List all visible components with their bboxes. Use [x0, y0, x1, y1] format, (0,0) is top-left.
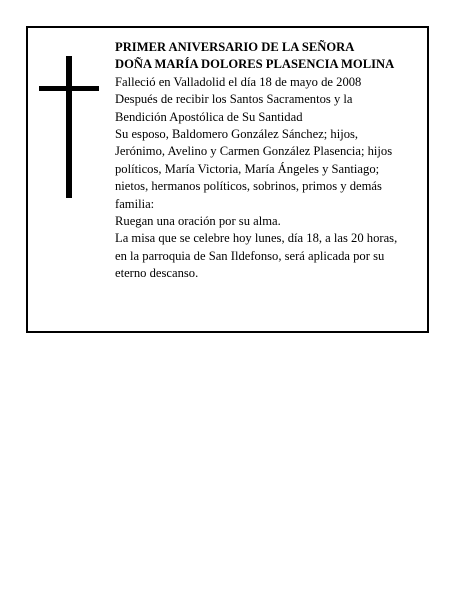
notice-title-line-2: DOÑA MARÍA DOLORES PLASENCIA MOLINA [115, 57, 395, 72]
notice-body-line-3: Bendición Apostólica de Su Santidad [115, 109, 303, 124]
notice-body-line-5: Jerónimo, Avelino y Carmen González Plasencia; hijos [115, 144, 393, 159]
notice-body-line-12: eterno descanso. [115, 266, 199, 281]
latin-cross-icon [39, 56, 99, 198]
notice-body-line-7: nietos, hermanos políticos, sobrinos, primos y demás [115, 179, 382, 194]
notice-text [115, 39, 427, 283]
notice-body-line-9: Ruegan una oración por su alma. [115, 214, 281, 229]
obituary-notice [26, 26, 429, 333]
notice-body-line-1: Falleció en Valladolid el día 18 de mayo de 2008 [115, 74, 362, 89]
notice-body-line-2: Después de recibir los Santos Sacramentos y la [115, 92, 353, 107]
notice-body-line-8: familia: [115, 196, 155, 211]
cross-vertical-bar [66, 56, 72, 198]
notice-body-line-10: La misa que se celebre hoy lunes, día 18, a las 20 horas, [115, 231, 398, 246]
notice-body-line-6: políticos, María Victoria, María Ángeles y Santiago; [115, 161, 380, 176]
notice-body-line-11: en la parroquia de San Ildefonso, será aplicada por su [115, 248, 385, 263]
notice-title-line-1: PRIMER ANIVERSARIO DE LA SEÑORA [115, 40, 355, 54]
notice-body-line-4: Su esposo, Baldomero González Sánchez; hijos, [115, 127, 359, 142]
cross-horizontal-bar [39, 86, 99, 91]
